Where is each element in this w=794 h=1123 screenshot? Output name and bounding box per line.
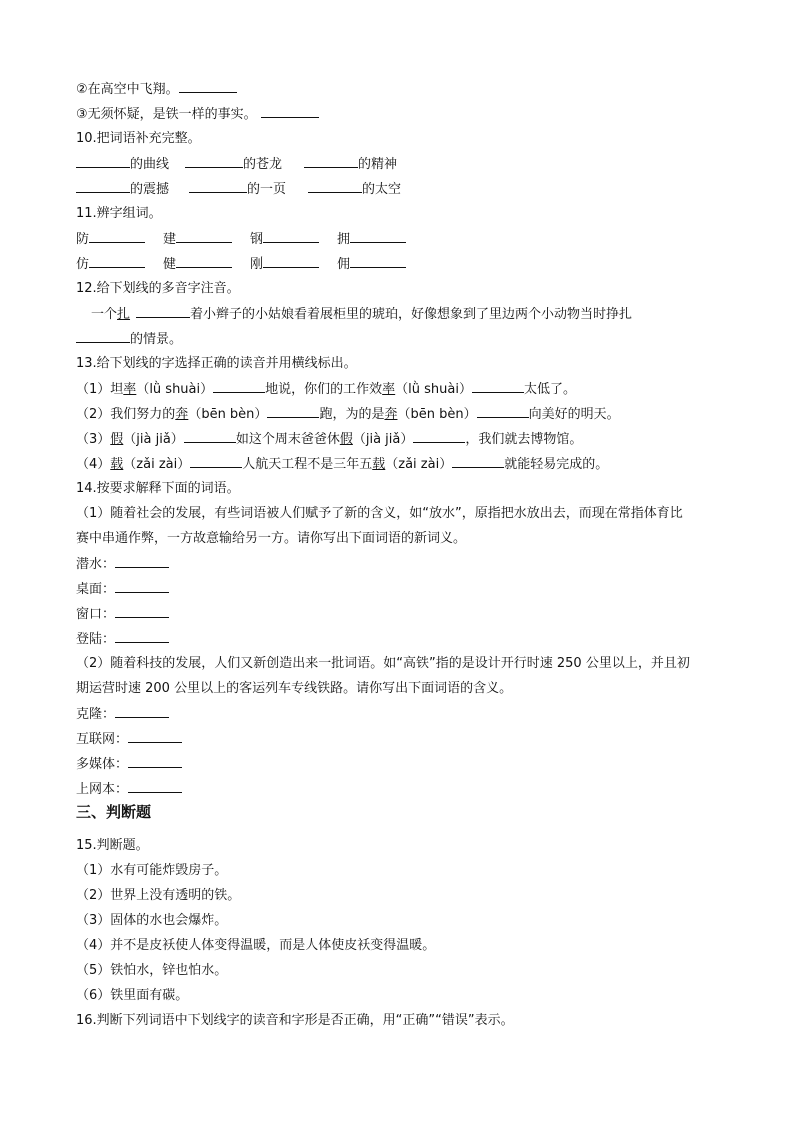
text-fragment: 的苍龙 <box>243 157 283 172</box>
text-fragment: 人航天工程不是三年五 <box>242 457 373 472</box>
text-fragment: 着小辫子的小姑娘看着展柜里的琥珀，好像想象到了里边两个小动物当时挣扎 <box>190 307 633 322</box>
answer-blank[interactable] <box>115 555 169 568</box>
q15-item-4: （4）并不是皮袄使人体变得温暖，而是人体使皮袄变得温暖。 <box>76 938 436 953</box>
text-fragment: 潜水： <box>76 557 116 572</box>
q14-part1-text: （1）随着社会的发展，有些词语被人们赋予了新的含义，如“放水”，原指把水放出去，而现在常指体育比 <box>76 506 683 521</box>
answer-blank[interactable] <box>128 730 182 743</box>
text-fragment: （2） <box>76 407 111 422</box>
text-fragment: 的精神 <box>358 157 398 172</box>
answer-blank[interactable] <box>115 605 169 618</box>
text-fragment: ，我们就去博物馆。 <box>465 432 583 447</box>
text-fragment: 佣 <box>337 257 351 272</box>
text-fragment: （jià jiǎ） <box>352 432 414 447</box>
text-fragment: 窗口： <box>76 607 116 622</box>
answer-blank[interactable] <box>477 405 529 418</box>
q14-word-chuangkou <box>76 605 169 624</box>
text-fragment: （lǜ shuài） <box>395 382 472 397</box>
q15-item-3: （3）固体的水也会爆炸。 <box>76 913 228 928</box>
answer-blank[interactable] <box>189 180 247 193</box>
q13-item-3 <box>76 430 582 449</box>
text-fragment: （3） <box>76 432 111 447</box>
text-fragment: 载 <box>110 457 124 472</box>
answer-blank[interactable] <box>350 255 406 268</box>
text-fragment: （bēn bèn） <box>397 407 477 422</box>
text-fragment: 的太空 <box>362 182 402 197</box>
q12-sentence-cont <box>76 330 182 349</box>
text-fragment: 假 <box>339 432 353 447</box>
q11-row-1 <box>76 230 406 249</box>
q11-row-2 <box>76 255 406 274</box>
q14-word-kelong <box>76 705 169 724</box>
q14-part2-text: （2）随着科技的发展，人们又新创造出来一批词语。如“高铁”指的是设计开行时速 250 公里以上，并且初 <box>76 656 690 671</box>
text-fragment: 地说，你们的工作效 <box>265 382 383 397</box>
text-fragment: （1） <box>76 382 111 397</box>
text-fragment: 坦 <box>110 382 124 397</box>
text-fragment: 刚 <box>250 257 264 272</box>
answer-blank[interactable] <box>76 180 130 193</box>
q14-word-hulianwang <box>76 730 182 749</box>
text-fragment: ③无须怀疑，是铁一样的事实。 <box>76 107 257 122</box>
text-fragment: ②在高空中飞翔。 <box>76 82 179 97</box>
q14-title: 14.按要求解释下面的词语。 <box>76 481 240 496</box>
text-fragment: 防 <box>76 232 90 247</box>
text-fragment: （zǎi zài） <box>385 457 453 472</box>
q13-title: 13.给下划线的字选择正确的读音并用横线标出。 <box>76 356 357 371</box>
text-fragment: 载 <box>372 457 386 472</box>
q15-title: 15.判断题。 <box>76 838 149 853</box>
answer-blank[interactable] <box>263 255 319 268</box>
text-fragment: （lǜ shuài） <box>136 382 214 397</box>
q9-item-3 <box>76 105 319 124</box>
answer-blank[interactable] <box>213 380 265 393</box>
text-fragment: 扎 <box>117 307 131 322</box>
q12-sentence <box>91 305 632 324</box>
q12-title: 12.给下划线的多音字注音。 <box>76 281 240 296</box>
text-fragment: 假 <box>110 432 124 447</box>
answer-blank[interactable] <box>184 430 236 443</box>
q13-item-4 <box>76 455 608 474</box>
answer-blank[interactable] <box>115 705 169 718</box>
q10-row-1 <box>76 155 397 174</box>
answer-blank[interactable] <box>413 430 465 443</box>
text-fragment: 向美好的明天。 <box>528 407 620 422</box>
text-fragment: 登陆： <box>76 632 116 647</box>
answer-blank[interactable] <box>115 630 169 643</box>
q14-word-zhuomian <box>76 580 169 599</box>
answer-blank[interactable] <box>176 255 232 268</box>
q14-part2-text-cont: 期运营时速 200 公里以上的客运列车专线铁路。请你写出下面词语的含义。 <box>76 681 513 696</box>
answer-blank[interactable] <box>128 780 182 793</box>
text-fragment: 健 <box>163 257 177 272</box>
text-fragment: （jià jiǎ） <box>123 432 184 447</box>
text-fragment: 的一页 <box>247 182 287 197</box>
answer-blank[interactable] <box>304 155 358 168</box>
q14-word-denglu <box>76 630 169 649</box>
answer-blank[interactable] <box>190 455 242 468</box>
text-fragment: 如这个周末爸爸休 <box>235 432 340 447</box>
answer-blank[interactable] <box>185 155 243 168</box>
text-fragment: 拥 <box>337 232 351 247</box>
text-fragment: 率 <box>382 382 396 397</box>
answer-blank[interactable] <box>472 380 524 393</box>
text-fragment: 奔 <box>384 407 398 422</box>
text-fragment: 钢 <box>250 232 264 247</box>
answer-blank[interactable] <box>261 105 319 118</box>
text-fragment: （bēn bèn） <box>188 407 268 422</box>
q14-word-shangwangben <box>76 780 182 799</box>
text-fragment: 上网本： <box>76 782 129 797</box>
text-fragment: （4） <box>76 457 111 472</box>
q10-row-2 <box>76 180 401 199</box>
answer-blank[interactable] <box>76 330 130 343</box>
q14-word-qianshui <box>76 555 169 574</box>
text-fragment: 互联网： <box>76 732 129 747</box>
text-fragment: 跑，为的是 <box>319 407 385 422</box>
q15-item-6: （6）铁里面有碳。 <box>76 988 189 1003</box>
text-fragment: 仿 <box>76 257 90 272</box>
answer-blank[interactable] <box>128 755 182 768</box>
section-heading: 三、判断题 <box>76 803 152 821</box>
q16-title: 16.判断下列词语中下划线字的读音和字形是否正确，用“正确”“错误”表示。 <box>76 1013 514 1028</box>
q13-item-1 <box>76 380 576 399</box>
text-fragment: 就能轻易完成的。 <box>504 457 609 472</box>
q9-item-2 <box>76 80 237 99</box>
text-fragment: 的曲线 <box>130 157 170 172</box>
answer-blank[interactable] <box>452 455 504 468</box>
q14-word-duomeiti <box>76 755 182 774</box>
answer-blank[interactable] <box>308 180 362 193</box>
text-fragment: 克隆： <box>76 707 116 722</box>
text-fragment: 奔 <box>175 407 189 422</box>
text-fragment: 一个 <box>91 307 118 322</box>
text-fragment: 多媒体： <box>76 757 129 772</box>
text-fragment: 建 <box>163 232 177 247</box>
text-fragment: 的震撼 <box>130 182 170 197</box>
q15-item-5: （5）铁怕水，锌也怕水。 <box>76 963 228 978</box>
q10-title: 10.把词语补充完整。 <box>76 131 201 146</box>
answer-blank[interactable] <box>115 580 169 593</box>
text-fragment: 我们努力的 <box>110 407 176 422</box>
answer-blank[interactable] <box>136 305 190 318</box>
answer-blank[interactable] <box>179 80 237 93</box>
q11-title: 11.辨字组词。 <box>76 206 162 221</box>
text-fragment: 桌面： <box>76 582 116 597</box>
q15-item-1: （1）水有可能炸毁房子。 <box>76 863 228 878</box>
answer-blank[interactable] <box>176 230 232 243</box>
text-fragment: 太低了。 <box>524 382 577 397</box>
answer-blank[interactable] <box>350 230 406 243</box>
text-fragment: 的情景。 <box>130 332 183 347</box>
answer-blank[interactable] <box>267 405 319 418</box>
q15-item-2: （2）世界上没有透明的铁。 <box>76 888 241 903</box>
q14-part1-text-cont: 赛中串通作弊，一方故意输给另一方。请你写出下面词语的新词义。 <box>76 531 467 546</box>
answer-blank[interactable] <box>263 230 319 243</box>
answer-blank[interactable] <box>89 255 145 268</box>
text-fragment: （zǎi zài） <box>123 457 191 472</box>
text-fragment: 率 <box>123 382 137 397</box>
answer-blank[interactable] <box>89 230 145 243</box>
answer-blank[interactable] <box>76 155 130 168</box>
q13-item-2 <box>76 405 620 424</box>
